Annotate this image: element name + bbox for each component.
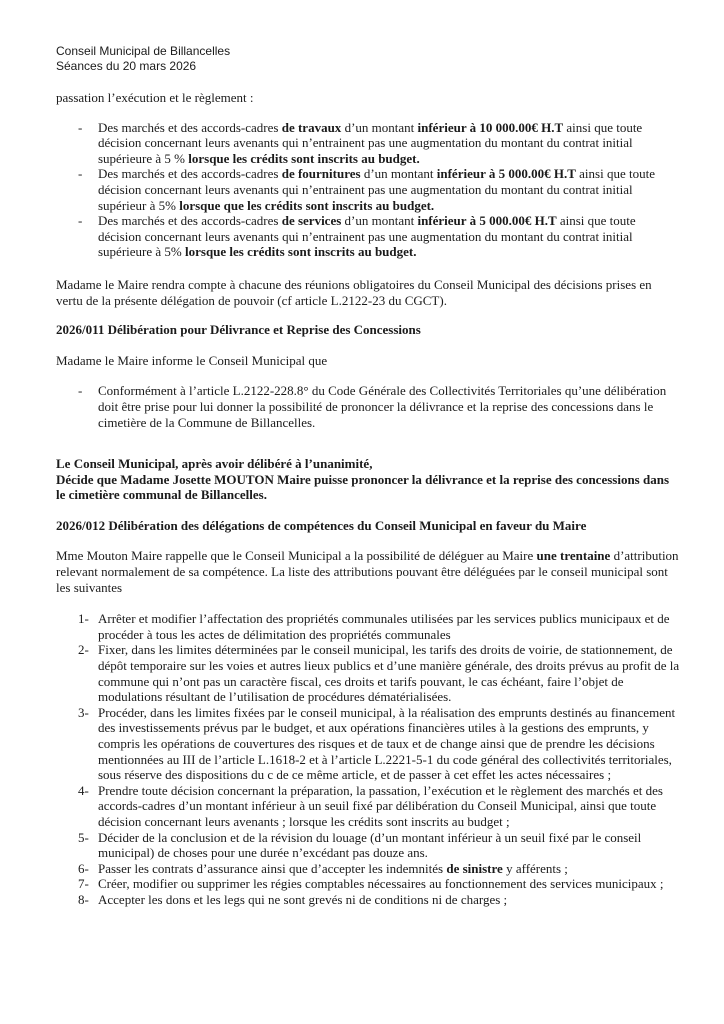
decision-block bbox=[56, 456, 680, 503]
market-bullet-fournitures bbox=[56, 166, 680, 213]
item-number: 3- bbox=[78, 704, 89, 720]
item-text: Procéder, dans les limites fixées par le conseil municipal, à la réalisation des emprunts destinés au financement des investissements prévus par le budget, et aux opérations financières utiles à la gestions des emprunts, y compris les opérations de couvertures des risques et de taux et de change ainsi que de prendre les décisions mentionnées au III de l’article L.1618-2 et à l’article L.2221-5-1 du code général des collectivités territoriales, sous réserve des dispositions du c de ce même article, et de passer à cet effet les actes nécessaires ; bbox=[98, 704, 676, 783]
item-text: Arrêter et modifier l’affectation des propriétés communales utilisées par les services publics municipaux et de procéder à tous les actes de délimitation des propriétés communales bbox=[98, 611, 670, 642]
decision-line-decide: Décide que Madame Josette MOUTON Maire puisse prononcer la délivrance et la reprise des concessions dans le cimetière communal de Billancelles. bbox=[56, 471, 669, 503]
market-bullet-list bbox=[56, 120, 680, 260]
header-title: Conseil Municipal de Billancelles bbox=[56, 44, 231, 58]
list-item bbox=[56, 876, 680, 892]
item-text: Prendre toute décision concernant la préparation, la passation, l’exécution et le règlement des marchés et des accords-cadres d’un montant inférieur à un seuil fixé par délibération du Conseil Municipal, ainsi que toute décision concernant leurs avenants ; lorsque les crédits sont inscrits au budget ; bbox=[98, 782, 663, 829]
item-text: Accepter les dons et les legs qui ne sont grevés ni de conditions ni de charges ; bbox=[98, 891, 508, 907]
item-text: Fixer, dans les limites déterminées par le conseil municipal, les tarifs des droits de voirie, de stationnement, de dépôt temporaire sur les voies et autres lieux publics et d’une manière générale, des droits prévus au profit de la commune qui n’ont pas un caractère fiscal, ces droits et tarifs pouvant, le cas échéant, faire l’objet de modulations résultant de l’utilisation de procédures dématérialisées. bbox=[98, 642, 680, 705]
item-number: 4- bbox=[78, 782, 89, 798]
concession-bullet bbox=[56, 383, 680, 430]
bullet-text: Des marchés et des accords-cadres de services d’un montant inférieur à 5 000.00€ H.T ainsi que toute décision concernant leurs avenants qui n’entrainent pas une augmentation du montant du contrat initial supérieure à 5% lorsque les crédits sont inscrits au budget. bbox=[98, 213, 636, 260]
item-text: Décider de la conclusion et de la révision du louage (d’un montant inférieur à un seuil fixé par le conseil municipal) de choses pour une durée n’excédant pas douze ans. bbox=[98, 829, 642, 861]
bullet-dash: - bbox=[78, 166, 83, 182]
section-heading-012: 2026/012 Délibération des délégations de compétences du Conseil Municipal en faveur du Maire bbox=[56, 517, 587, 533]
list-item bbox=[56, 705, 680, 783]
market-bullet-services bbox=[56, 213, 680, 260]
delegation-numbered-list bbox=[56, 611, 680, 907]
informs-paragraph: Madame le Maire informe le Conseil Municipal que bbox=[56, 352, 328, 368]
market-bullet-travaux bbox=[56, 120, 680, 167]
list-item bbox=[56, 892, 680, 908]
list-item bbox=[56, 783, 680, 830]
item-text: Passer les contrats d’assurance ainsi que d’accepter les indemnités de sinistre y afférents ; bbox=[98, 860, 568, 876]
item-number: 8- bbox=[78, 891, 89, 907]
report-paragraph: Madame le Maire rendra compte à chacune des réunions obligatoires du Conseil Municipal des décisions prises en vertu de la présente délégation de pouvoir (cf article L.2122-23 du CGCT). bbox=[56, 276, 652, 308]
item-number: 6- bbox=[78, 860, 89, 876]
document-body bbox=[56, 90, 680, 908]
mouton-paragraph: Mme Mouton Maire rappelle que le Conseil Municipal a la possibilité de déléguer au Maire une trentaine d’attribution relevant normalement de sa compétence. La liste des attributions pouvant être déléguées par le conseil municipal sont les suivantes bbox=[56, 548, 679, 595]
list-item bbox=[56, 642, 680, 704]
item-number: 2- bbox=[78, 642, 89, 658]
item-number: 7- bbox=[78, 876, 89, 892]
list-item bbox=[56, 861, 680, 877]
bullet-dash: - bbox=[78, 213, 83, 229]
bullet-text: Des marchés et des accords-cadres de fournitures d’un montant inférieur à 5 000.00€ H.T ainsi que toute décision concernant leurs avenants qui n’entrainent pas une augmentation du montant du contrat initial supérieur à 5% lorsque que les crédits sont inscrits au budget. bbox=[98, 166, 655, 213]
document-header bbox=[56, 44, 680, 73]
decision-line-unanimite: Le Conseil Municipal, après avoir délibéré à l’unanimité, bbox=[56, 456, 373, 472]
bullet-text: Des marchés et des accords-cadres de travaux d’un montant inférieur à 10 000.00€ H.T ainsi que toute décision concernant leurs avenants qui n’entrainent pas une augmentation du montant du contrat initial supérieure à 5 % lorsque les crédits sont inscrits au budget. bbox=[98, 119, 643, 166]
item-number: 1- bbox=[78, 611, 89, 627]
intro-paragraph: passation l’exécution et le règlement : bbox=[56, 90, 254, 105]
section-heading-011: 2026/011 Délibération pour Délivrance et Reprise des Concessions bbox=[56, 322, 421, 338]
header-session-date: Séances du 20 mars 2026 bbox=[56, 58, 197, 73]
bullet-text: Conformément à l’article L.2122-228.8° du Code Générale des Collectivités Territoriales qu’une délibération doit être prise pour lui donner la possibilité de prononcer la délivrance et la reprise des concessions dans le cimetière de la Commune de Billancelles. bbox=[98, 383, 667, 430]
list-item bbox=[56, 830, 680, 861]
item-number: 5- bbox=[78, 829, 89, 845]
item-text: Créer, modifier ou supprimer les régies comptables nécessaires au fonctionnement des services municipaux ; bbox=[98, 876, 664, 892]
bullet-dash: - bbox=[78, 119, 83, 135]
bullet-dash: - bbox=[78, 383, 83, 399]
list-item bbox=[56, 611, 680, 642]
